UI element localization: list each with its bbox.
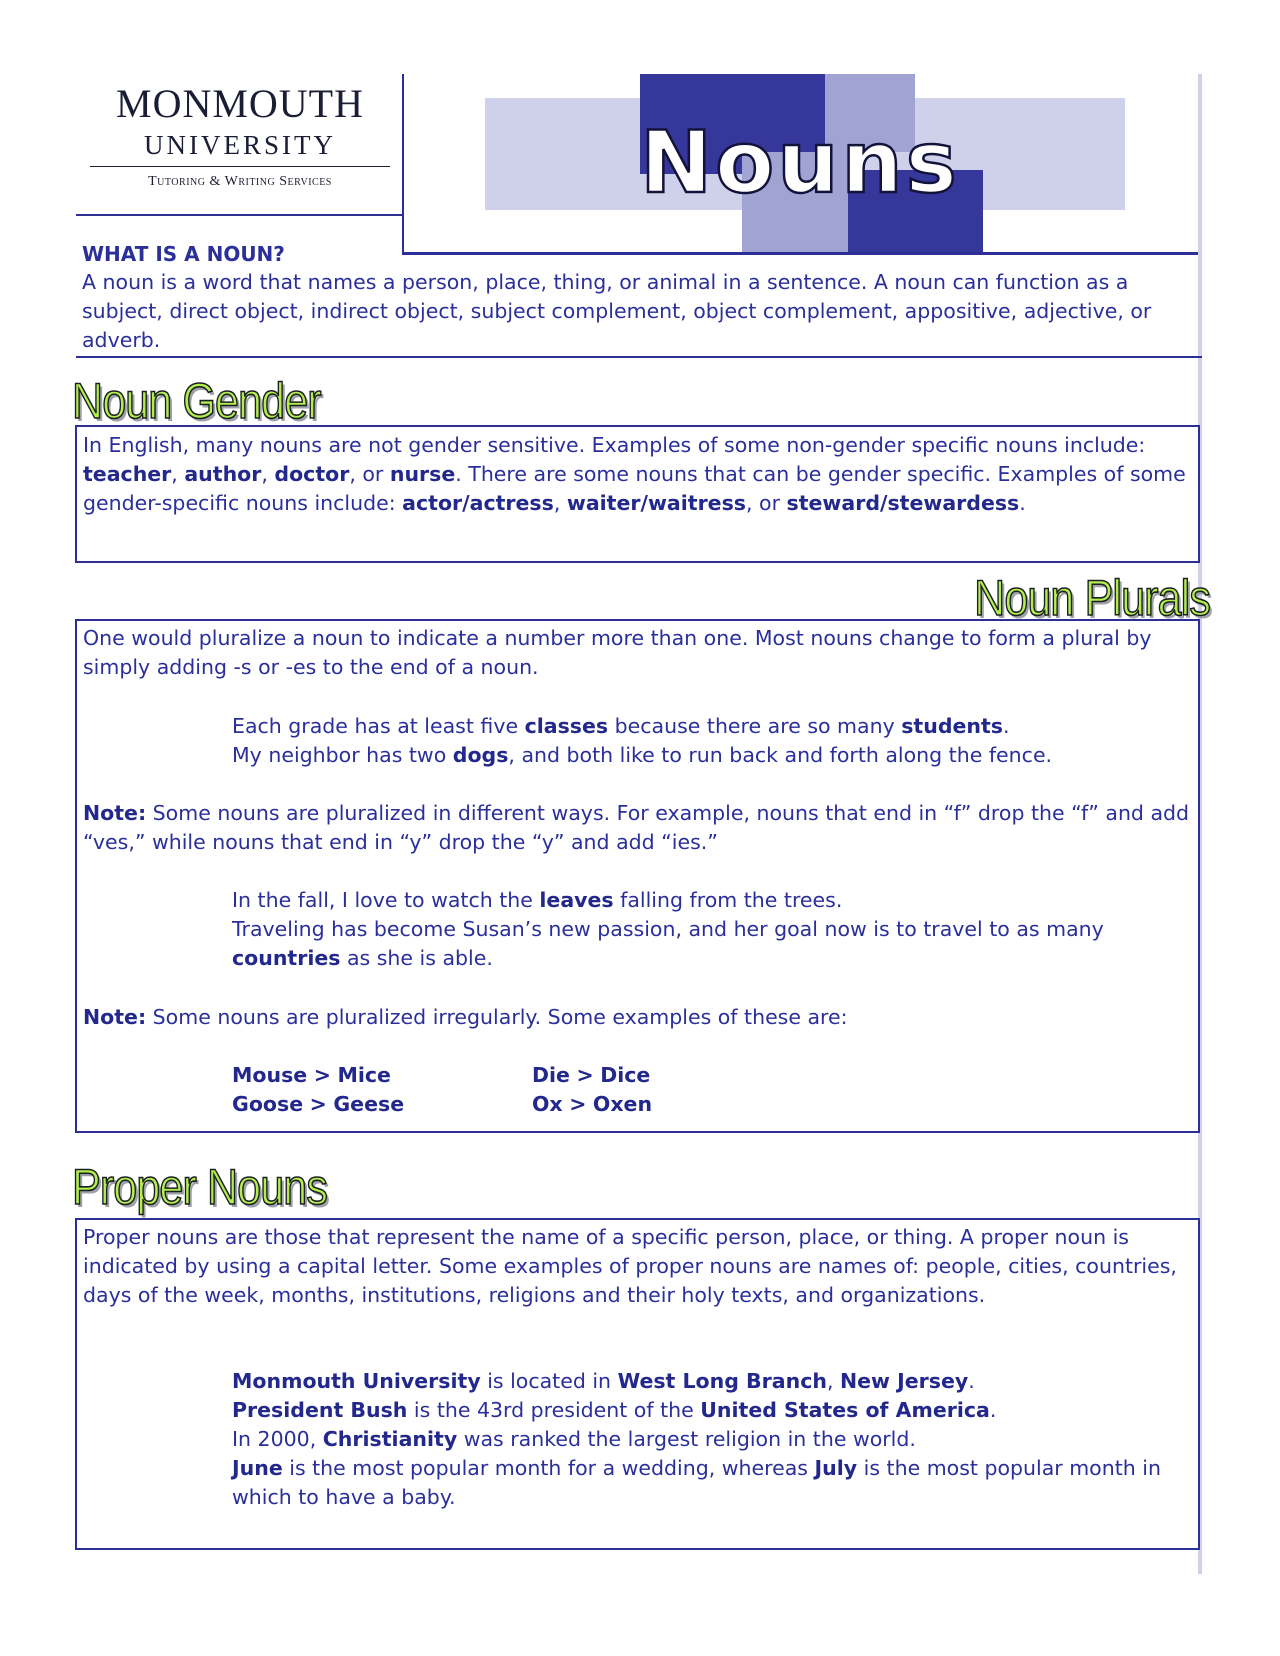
note-label: Note: bbox=[83, 801, 147, 825]
plural-example: Traveling has become Susan’s new passion, and her goal now is to travel to as many countries as she is able. bbox=[232, 917, 1104, 970]
logo-divider bbox=[90, 166, 390, 167]
header-divider-vertical bbox=[402, 74, 404, 254]
intro-heading: WHAT IS A NOUN? bbox=[82, 242, 285, 266]
intro-body: A noun is a word that names a person, place, thing, or animal in a sentence. A noun can function as a subject, direct object, indirect object, subject complement, object complement, appositive, adjective, or adverb. bbox=[82, 270, 1152, 352]
noun-gender-text: In English, many nouns are not gender sensitive. Examples of some non-gender specific nouns include: teacher, author, doctor, or nurse. There are some nouns that can be gender specific. Examples of some gender-specific nouns include: actor/actress, waiter/waitress, or steward/stewardess. bbox=[83, 433, 1186, 515]
irregular-plural: Mouse > Mice bbox=[232, 1063, 391, 1087]
note-label: Note: bbox=[83, 1005, 147, 1029]
proper-example: June is the most popular month for a wedding, whereas July is the most popular month in which to have a baby. bbox=[232, 1456, 1161, 1509]
logo-subtitle: UNIVERSITY bbox=[144, 130, 336, 160]
proper-example: President Bush is the 43rd president of the United States of America. bbox=[232, 1398, 997, 1422]
proper-example: In 2000, Christianity was ranked the largest religion in the world. bbox=[232, 1427, 916, 1451]
plural-example: Each grade has at least five classes because there are so many students. bbox=[232, 714, 1010, 738]
logo-title: MONMOUTH bbox=[116, 81, 364, 126]
plural-example: In the fall, I love to watch the leaves falling from the trees. bbox=[232, 888, 843, 912]
proper-example: Monmouth University is located in West Long Branch, New Jersey. bbox=[232, 1369, 975, 1393]
irregular-plural: Goose > Geese bbox=[232, 1092, 405, 1116]
plural-example: My neighbor has two dogs, and both like to run back and forth along the fence. bbox=[232, 743, 1053, 767]
plurals-note: Note: Some nouns are pluralized in different ways. For example, nouns that end in “f” drop the “f” and add “ves,” while nouns that end in “y” drop the “y” and add “ies.” bbox=[83, 801, 1190, 854]
proper-nouns-heading: Proper Nouns bbox=[72, 1159, 327, 1215]
intro-divider bbox=[76, 356, 1202, 358]
noun-plurals-box bbox=[75, 619, 1200, 1133]
plurals-intro: One would pluralize a noun to indicate a number more than one. Most nouns change to form a plural by simply adding -s or -es to the end of a noun. bbox=[83, 626, 1152, 679]
irregular-plural: Die > Dice bbox=[532, 1063, 651, 1087]
irregular-plural: Ox > Oxen bbox=[532, 1092, 653, 1116]
noun-plurals-heading: Noun Plurals bbox=[974, 570, 1210, 626]
logo-tagline: Tutoring & Writing Services bbox=[148, 174, 332, 189]
page-title: Nouns bbox=[640, 113, 960, 213]
noun-gender-heading: Noun Gender bbox=[72, 373, 321, 429]
logo-underline bbox=[76, 214, 403, 216]
proper-intro: Proper nouns are those that represent the name of a specific person, place, or thing. A proper noun is indicated by using a capital letter. Some examples of proper nouns are names of: people, cities, countries, days of the week, months, institutions, religions and their holy texts, and organizations. bbox=[83, 1225, 1177, 1307]
plurals-note: Note: Some nouns are pluralized irregularly. Some examples of these are: bbox=[83, 1005, 848, 1029]
header-underline bbox=[402, 252, 1202, 255]
